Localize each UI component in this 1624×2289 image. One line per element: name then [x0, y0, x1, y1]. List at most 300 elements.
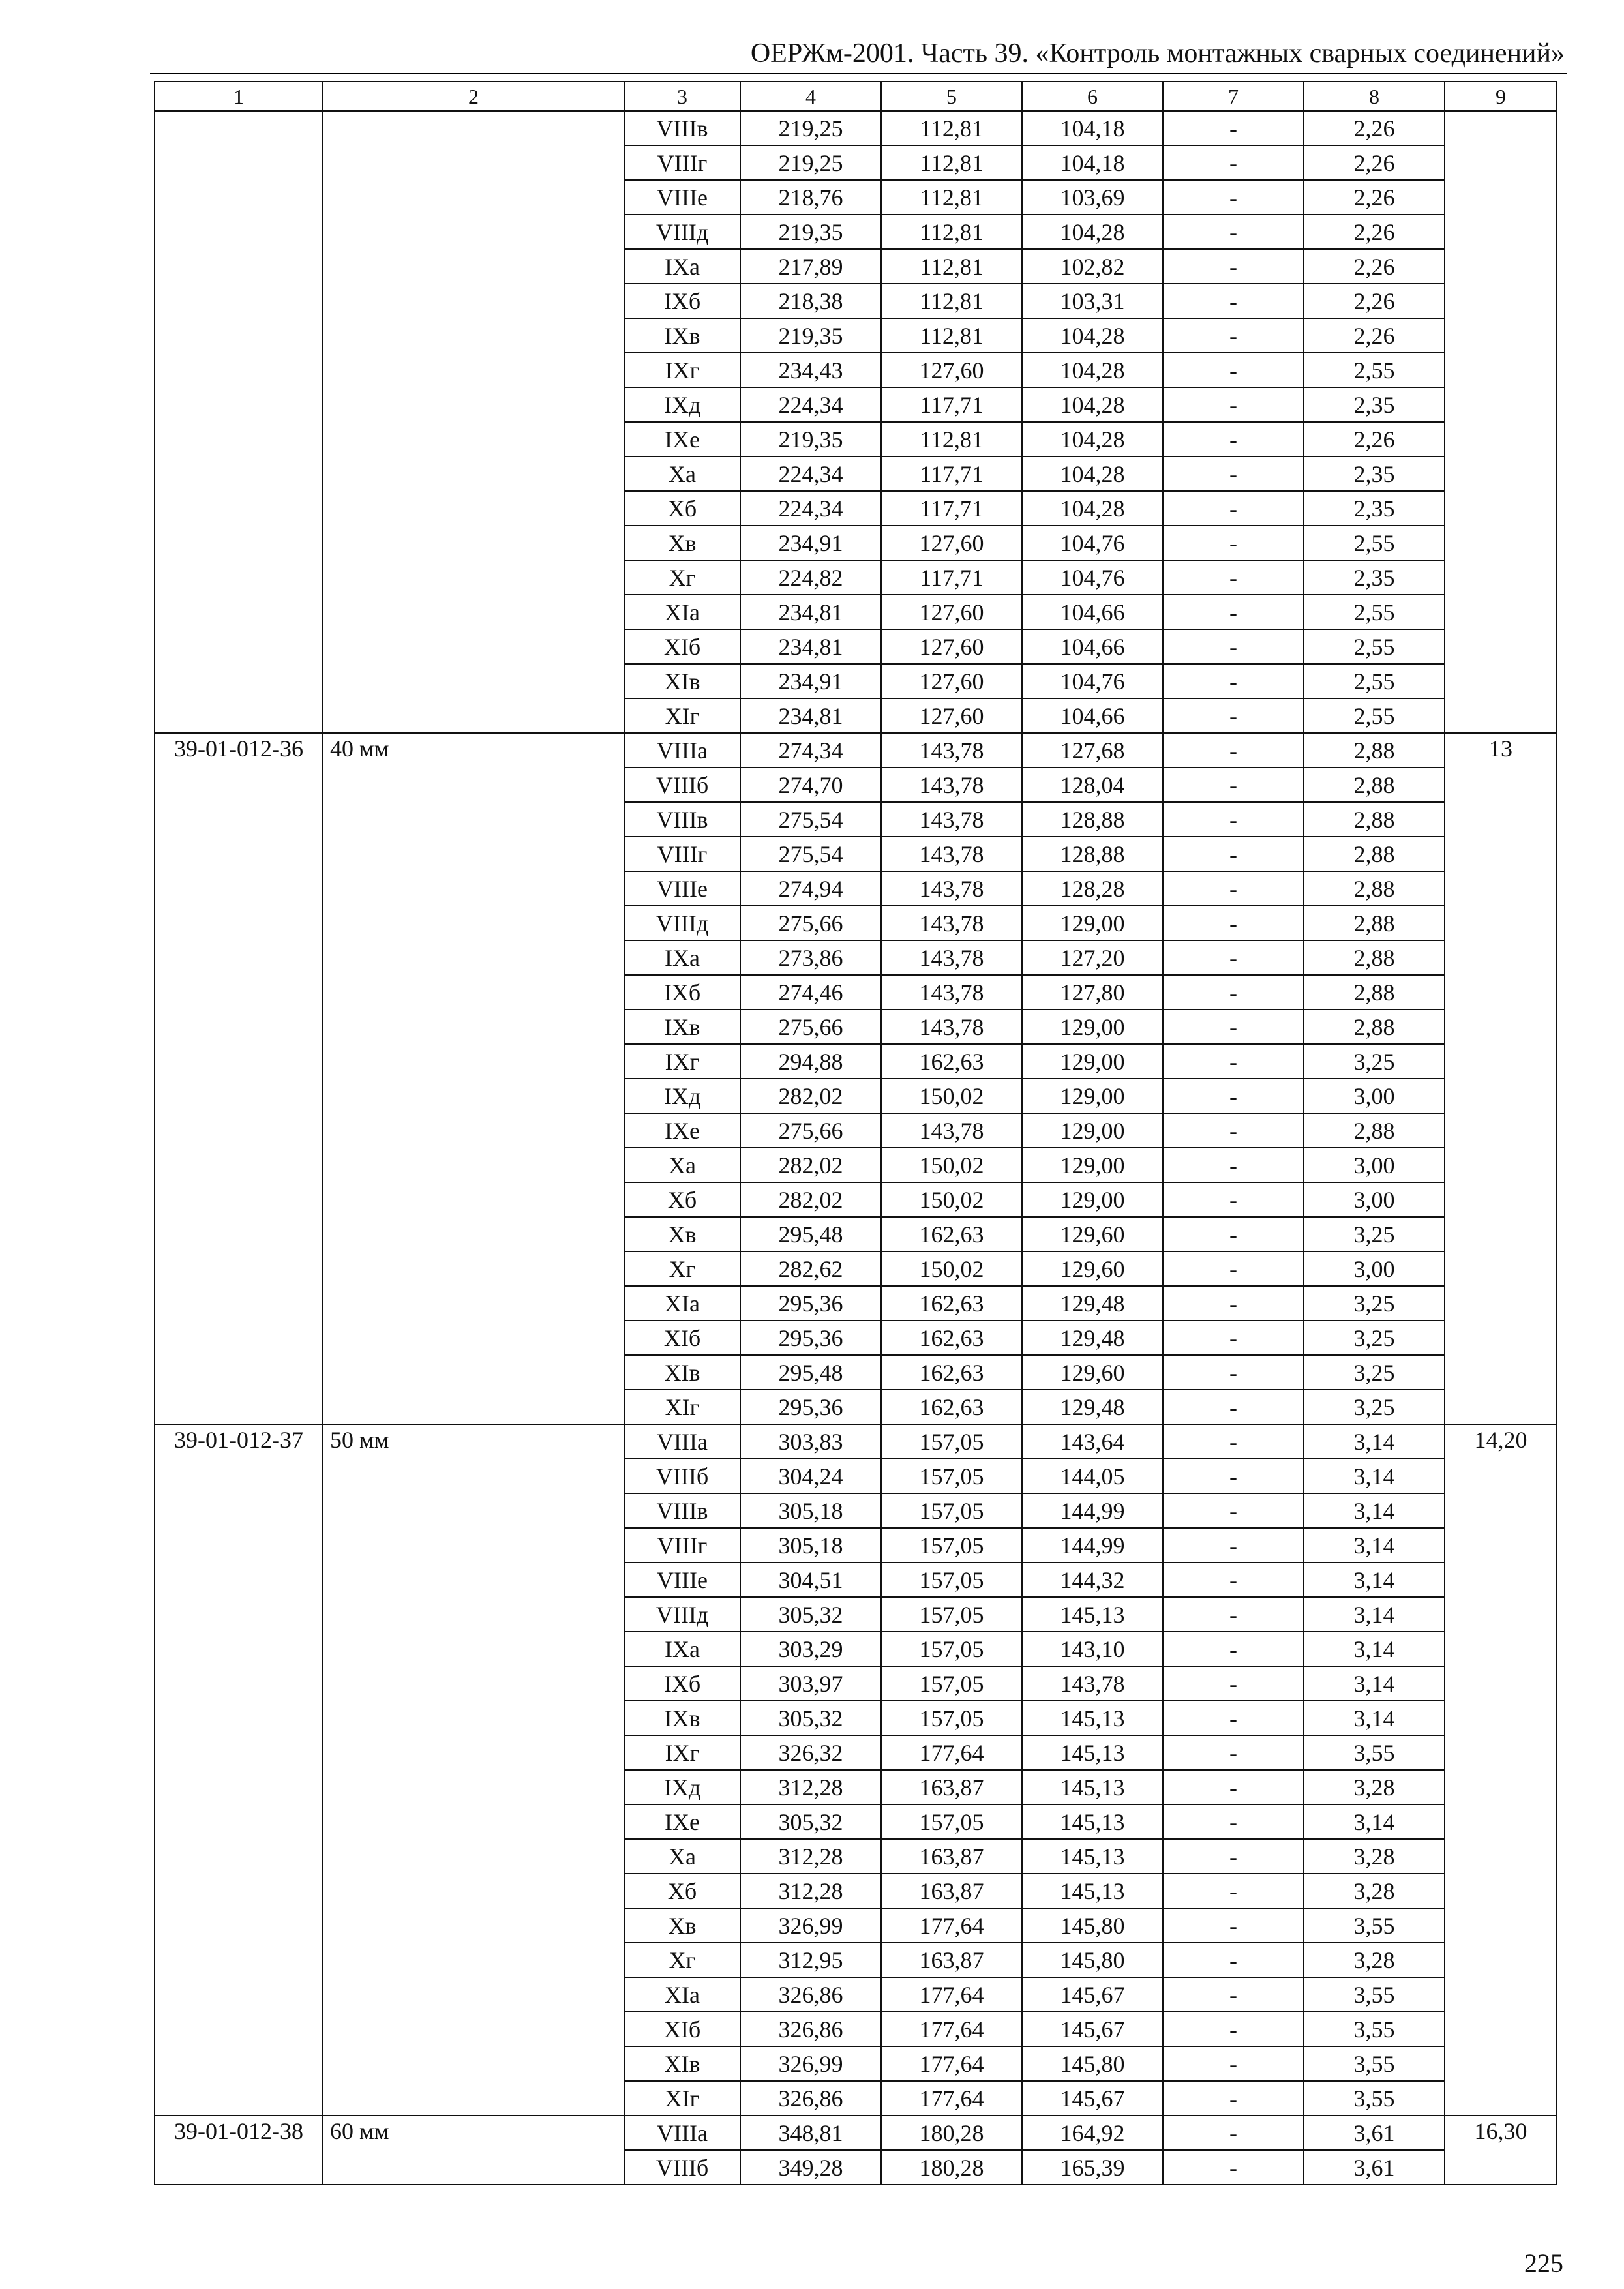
column-header: 3 — [624, 82, 740, 111]
machine-cell: 145,80 — [1022, 2046, 1163, 2081]
driver-wage-cell: - — [1163, 1286, 1304, 1321]
labour-cell: 3,28 — [1304, 1839, 1445, 1874]
table-row — [155, 2116, 1557, 2150]
cost-cell: 305,18 — [740, 1528, 881, 1563]
driver-wage-cell: - — [1163, 1113, 1304, 1148]
labour-cell: 3,55 — [1304, 2046, 1445, 2081]
cost-cell: 294,88 — [740, 1044, 881, 1079]
category-cell: Xа — [624, 456, 740, 491]
driver-wage-cell: - — [1163, 629, 1304, 664]
cost-cell: 219,25 — [740, 145, 881, 180]
wage-cell: 150,02 — [881, 1182, 1022, 1217]
labour-cell: 3,14 — [1304, 1459, 1445, 1493]
cost-cell: 304,51 — [740, 1563, 881, 1597]
wage-cell: 180,28 — [881, 2116, 1022, 2150]
cost-cell: 275,66 — [740, 1113, 881, 1148]
column-header: 4 — [740, 82, 881, 111]
labour-cell: 2,88 — [1304, 1113, 1445, 1148]
wage-cell: 157,05 — [881, 1528, 1022, 1563]
machine-cell: 144,99 — [1022, 1493, 1163, 1528]
machine-cell: 144,05 — [1022, 1459, 1163, 1493]
driver-wage-cell: - — [1163, 1770, 1304, 1804]
cost-cell: 234,91 — [740, 664, 881, 698]
labour-cell: 3,14 — [1304, 1804, 1445, 1839]
wage-cell: 177,64 — [881, 2046, 1022, 2081]
cost-cell: 224,34 — [740, 456, 881, 491]
machine-cell: 104,76 — [1022, 526, 1163, 560]
driver-wage-cell: - — [1163, 940, 1304, 975]
wage-cell: 143,78 — [881, 733, 1022, 768]
cost-cell: 312,95 — [740, 1943, 881, 1977]
machine-cell: 128,28 — [1022, 871, 1163, 906]
category-cell: IXд — [624, 387, 740, 422]
machine-cell: 104,66 — [1022, 698, 1163, 733]
driver-wage-cell: - — [1163, 1493, 1304, 1528]
labour-cell: 2,35 — [1304, 456, 1445, 491]
machine-cell: 102,82 — [1022, 249, 1163, 284]
wage-cell: 163,87 — [881, 1839, 1022, 1874]
machine-cell: 143,10 — [1022, 1632, 1163, 1666]
labour-cell: 3,14 — [1304, 1493, 1445, 1528]
cost-cell: 295,48 — [740, 1355, 881, 1390]
labour-cell: 2,35 — [1304, 387, 1445, 422]
machine-cell: 165,39 — [1022, 2150, 1163, 2185]
cost-cell: 326,32 — [740, 1735, 881, 1770]
category-cell: XIг — [624, 1390, 740, 1424]
page-number: 225 — [1524, 2249, 1563, 2278]
cost-cell: 275,66 — [740, 906, 881, 940]
name-cell: 40 мм — [323, 733, 624, 1424]
labour-cell: 2,55 — [1304, 664, 1445, 698]
cost-cell: 303,29 — [740, 1632, 881, 1666]
driver-wage-cell: - — [1163, 1563, 1304, 1597]
cost-cell: 275,54 — [740, 837, 881, 871]
cost-cell: 282,02 — [740, 1182, 881, 1217]
wage-cell: 112,81 — [881, 249, 1022, 284]
machine-cell: 145,13 — [1022, 1770, 1163, 1804]
labour-cell: 3,61 — [1304, 2116, 1445, 2150]
machine-cell: 129,48 — [1022, 1390, 1163, 1424]
category-cell: VIIIб — [624, 768, 740, 802]
wage-cell: 112,81 — [881, 422, 1022, 456]
wage-cell: 143,78 — [881, 906, 1022, 940]
driver-wage-cell: - — [1163, 1874, 1304, 1908]
category-cell: XIа — [624, 595, 740, 629]
driver-wage-cell: - — [1163, 768, 1304, 802]
labour-cell: 3,00 — [1304, 1251, 1445, 1286]
category-cell: IXг — [624, 353, 740, 387]
driver-wage-cell: - — [1163, 1044, 1304, 1079]
machine-cell: 129,60 — [1022, 1217, 1163, 1251]
driver-wage-cell: - — [1163, 1943, 1304, 1977]
wage-cell: 162,63 — [881, 1355, 1022, 1390]
category-cell: XIг — [624, 698, 740, 733]
wage-cell: 127,60 — [881, 353, 1022, 387]
labour-cell: 2,55 — [1304, 698, 1445, 733]
driver-wage-cell: - — [1163, 215, 1304, 249]
machine-cell: 104,76 — [1022, 560, 1163, 595]
cost-cell: 218,38 — [740, 284, 881, 318]
wage-cell: 157,05 — [881, 1701, 1022, 1735]
labour-cell: 3,55 — [1304, 1908, 1445, 1943]
wage-cell: 143,78 — [881, 871, 1022, 906]
category-cell: VIIIг — [624, 1528, 740, 1563]
cost-cell: 305,32 — [740, 1597, 881, 1632]
category-cell: XIв — [624, 664, 740, 698]
name-cell: 60 мм — [323, 2116, 624, 2185]
cost-cell: 224,34 — [740, 491, 881, 526]
category-cell: IXб — [624, 975, 740, 1010]
machine-cell: 129,00 — [1022, 1148, 1163, 1182]
labour-cell: 3,61 — [1304, 2150, 1445, 2185]
labour-cell: 3,00 — [1304, 1148, 1445, 1182]
machine-cell: 145,13 — [1022, 1839, 1163, 1874]
category-cell: VIIIа — [624, 2116, 740, 2150]
category-cell: XIа — [624, 1977, 740, 2012]
cost-cell: 217,89 — [740, 249, 881, 284]
column-number-row — [155, 82, 1557, 111]
wage-cell: 117,71 — [881, 491, 1022, 526]
driver-wage-cell: - — [1163, 111, 1304, 145]
category-cell: VIIIв — [624, 111, 740, 145]
driver-wage-cell: - — [1163, 1148, 1304, 1182]
wage-cell: 117,71 — [881, 387, 1022, 422]
cost-cell: 326,86 — [740, 2012, 881, 2046]
cost-cell: 295,36 — [740, 1321, 881, 1355]
category-cell: IXв — [624, 318, 740, 353]
driver-wage-cell: - — [1163, 733, 1304, 768]
labour-cell: 3,14 — [1304, 1632, 1445, 1666]
driver-wage-cell: - — [1163, 1217, 1304, 1251]
category-cell: XIг — [624, 2081, 740, 2116]
wage-cell: 177,64 — [881, 1908, 1022, 1943]
machine-cell: 129,00 — [1022, 1010, 1163, 1044]
labour-cell: 2,88 — [1304, 1010, 1445, 1044]
cost-cell: 326,99 — [740, 1908, 881, 1943]
wage-cell: 143,78 — [881, 768, 1022, 802]
machine-cell: 104,28 — [1022, 422, 1163, 456]
running-header: ОЕРЖм-2001. Часть 39. «Контроль монтажных сварных соединений» — [750, 38, 1565, 68]
driver-wage-cell: - — [1163, 1701, 1304, 1735]
driver-wage-cell: - — [1163, 1528, 1304, 1563]
category-cell: VIIIе — [624, 871, 740, 906]
wage-cell: 157,05 — [881, 1632, 1022, 1666]
cost-cell: 218,76 — [740, 180, 881, 215]
cost-cell: 312,28 — [740, 1770, 881, 1804]
labour-cell: 2,88 — [1304, 871, 1445, 906]
cost-cell: 275,54 — [740, 802, 881, 837]
category-cell: VIIIа — [624, 1424, 740, 1459]
labour-cell: 2,88 — [1304, 837, 1445, 871]
cost-cell: 234,81 — [740, 698, 881, 733]
category-cell: XIа — [624, 1286, 740, 1321]
cost-cell: 305,32 — [740, 1804, 881, 1839]
labour-cell: 2,26 — [1304, 422, 1445, 456]
code-cell: 39-01-012-36 — [155, 733, 323, 1424]
driver-wage-cell: - — [1163, 595, 1304, 629]
labour-cell: 3,55 — [1304, 1735, 1445, 1770]
labour-cell: 3,00 — [1304, 1079, 1445, 1113]
category-cell: VIIIг — [624, 145, 740, 180]
labour-cell: 3,55 — [1304, 2012, 1445, 2046]
wage-cell: 150,02 — [881, 1148, 1022, 1182]
category-cell: IXа — [624, 1632, 740, 1666]
cost-cell: 274,46 — [740, 975, 881, 1010]
column-header: 1 — [155, 82, 323, 111]
machine-cell: 104,18 — [1022, 111, 1163, 145]
category-cell: IXг — [624, 1735, 740, 1770]
cost-cell: 295,36 — [740, 1390, 881, 1424]
wage-cell: 180,28 — [881, 2150, 1022, 2185]
machine-cell: 143,64 — [1022, 1424, 1163, 1459]
column-header: 7 — [1163, 82, 1304, 111]
driver-wage-cell: - — [1163, 2012, 1304, 2046]
category-cell: IXа — [624, 249, 740, 284]
labour-cell: 2,26 — [1304, 180, 1445, 215]
cost-cell: 274,94 — [740, 871, 881, 906]
machine-cell: 145,13 — [1022, 1874, 1163, 1908]
category-cell: XIб — [624, 1321, 740, 1355]
labour-cell: 3,28 — [1304, 1943, 1445, 1977]
wage-cell: 143,78 — [881, 802, 1022, 837]
category-cell: VIIIд — [624, 1597, 740, 1632]
cost-cell: 312,28 — [740, 1874, 881, 1908]
category-cell: Xг — [624, 1251, 740, 1286]
category-cell: Xв — [624, 1908, 740, 1943]
category-cell: IXд — [624, 1079, 740, 1113]
wage-cell: 162,63 — [881, 1390, 1022, 1424]
wage-cell: 127,60 — [881, 664, 1022, 698]
labour-cell: 2,88 — [1304, 768, 1445, 802]
machine-cell: 145,13 — [1022, 1804, 1163, 1839]
category-cell: IXа — [624, 940, 740, 975]
cost-cell: 326,99 — [740, 2046, 881, 2081]
wage-cell: 177,64 — [881, 2081, 1022, 2116]
driver-wage-cell: - — [1163, 1321, 1304, 1355]
cost-cell: 234,81 — [740, 595, 881, 629]
labour-cell: 2,35 — [1304, 491, 1445, 526]
driver-wage-cell: - — [1163, 1251, 1304, 1286]
driver-wage-cell: - — [1163, 180, 1304, 215]
driver-wage-cell: - — [1163, 837, 1304, 871]
labour-cell: 3,25 — [1304, 1217, 1445, 1251]
wage-cell: 177,64 — [881, 2012, 1022, 2046]
driver-wage-cell: - — [1163, 1977, 1304, 2012]
labour-cell: 3,25 — [1304, 1321, 1445, 1355]
category-cell: IXб — [624, 284, 740, 318]
machine-cell: 104,28 — [1022, 387, 1163, 422]
labour-cell: 2,26 — [1304, 145, 1445, 180]
category-cell: Xг — [624, 1943, 740, 1977]
table-body — [155, 111, 1557, 2185]
labour-cell: 3,14 — [1304, 1597, 1445, 1632]
labour-cell: 2,88 — [1304, 733, 1445, 768]
cost-cell: 234,43 — [740, 353, 881, 387]
machine-cell: 128,04 — [1022, 768, 1163, 802]
labour-cell: 2,88 — [1304, 802, 1445, 837]
code-cell — [155, 111, 323, 733]
driver-wage-cell: - — [1163, 1424, 1304, 1459]
driver-wage-cell: - — [1163, 1735, 1304, 1770]
machine-cell: 129,00 — [1022, 1182, 1163, 1217]
column-header: 8 — [1304, 82, 1445, 111]
cost-cell: 219,35 — [740, 215, 881, 249]
name-cell: 50 мм — [323, 1424, 624, 2116]
category-cell: IXе — [624, 422, 740, 456]
wage-cell: 162,63 — [881, 1044, 1022, 1079]
wage-cell: 157,05 — [881, 1424, 1022, 1459]
cost-cell: 295,48 — [740, 1217, 881, 1251]
driver-wage-cell: - — [1163, 353, 1304, 387]
table-row — [155, 733, 1557, 768]
wage-cell: 112,81 — [881, 215, 1022, 249]
machine-cell: 104,18 — [1022, 145, 1163, 180]
machine-cell: 104,76 — [1022, 664, 1163, 698]
cost-cell: 282,62 — [740, 1251, 881, 1286]
code-cell: 39-01-012-38 — [155, 2116, 323, 2185]
column-header: 9 — [1445, 82, 1557, 111]
labour-cell: 3,14 — [1304, 1701, 1445, 1735]
cost-cell: 326,86 — [740, 1977, 881, 2012]
category-cell: Xа — [624, 1148, 740, 1182]
category-cell: VIIIб — [624, 2150, 740, 2185]
table-row — [155, 1424, 1557, 1459]
cost-cell: 224,82 — [740, 560, 881, 595]
cost-cell: 349,28 — [740, 2150, 881, 2185]
driver-wage-cell: - — [1163, 1079, 1304, 1113]
machine-cell: 144,99 — [1022, 1528, 1163, 1563]
reference-cell: 16,30 — [1445, 2116, 1557, 2185]
machine-cell: 129,48 — [1022, 1321, 1163, 1355]
cost-cell: 305,32 — [740, 1701, 881, 1735]
category-cell: IXе — [624, 1113, 740, 1148]
driver-wage-cell: - — [1163, 698, 1304, 733]
machine-cell: 164,92 — [1022, 2116, 1163, 2150]
wage-cell: 157,05 — [881, 1563, 1022, 1597]
machine-cell: 127,68 — [1022, 733, 1163, 768]
wage-cell: 112,81 — [881, 145, 1022, 180]
cost-cell: 295,36 — [740, 1286, 881, 1321]
category-cell: IXб — [624, 1666, 740, 1701]
wage-cell: 143,78 — [881, 975, 1022, 1010]
driver-wage-cell: - — [1163, 871, 1304, 906]
labour-cell: 3,28 — [1304, 1770, 1445, 1804]
cost-cell: 312,28 — [740, 1839, 881, 1874]
category-cell: IXв — [624, 1010, 740, 1044]
labour-cell: 2,26 — [1304, 111, 1445, 145]
machine-cell: 104,28 — [1022, 491, 1163, 526]
labour-cell: 3,55 — [1304, 1977, 1445, 2012]
category-cell: VIIIг — [624, 837, 740, 871]
wage-cell: 127,60 — [881, 629, 1022, 664]
wage-cell: 163,87 — [881, 1943, 1022, 1977]
cost-cell: 326,86 — [740, 2081, 881, 2116]
wage-cell: 112,81 — [881, 111, 1022, 145]
category-cell: VIIIе — [624, 1563, 740, 1597]
machine-cell: 144,32 — [1022, 1563, 1163, 1597]
machine-cell: 145,80 — [1022, 1908, 1163, 1943]
category-cell: VIIIб — [624, 1459, 740, 1493]
machine-cell: 129,60 — [1022, 1251, 1163, 1286]
cost-cell: 282,02 — [740, 1079, 881, 1113]
cost-cell: 348,81 — [740, 2116, 881, 2150]
category-cell: XIб — [624, 629, 740, 664]
wage-cell: 163,87 — [881, 1874, 1022, 1908]
driver-wage-cell: - — [1163, 2116, 1304, 2150]
machine-cell: 145,67 — [1022, 2081, 1163, 2116]
category-cell: XIб — [624, 2012, 740, 2046]
driver-wage-cell: - — [1163, 1390, 1304, 1424]
labour-cell: 3,14 — [1304, 1424, 1445, 1459]
driver-wage-cell: - — [1163, 456, 1304, 491]
labour-cell: 2,26 — [1304, 215, 1445, 249]
wage-cell: 163,87 — [881, 1770, 1022, 1804]
driver-wage-cell: - — [1163, 2150, 1304, 2185]
wage-cell: 157,05 — [881, 1804, 1022, 1839]
wage-cell: 157,05 — [881, 1459, 1022, 1493]
cost-cell: 273,86 — [740, 940, 881, 975]
machine-cell: 129,60 — [1022, 1355, 1163, 1390]
category-cell: VIIIд — [624, 215, 740, 249]
code-cell: 39-01-012-37 — [155, 1424, 323, 2116]
labour-cell: 2,26 — [1304, 318, 1445, 353]
labour-cell: 2,88 — [1304, 940, 1445, 975]
machine-cell: 145,13 — [1022, 1701, 1163, 1735]
machine-cell: 129,00 — [1022, 1044, 1163, 1079]
labour-cell: 3,55 — [1304, 2081, 1445, 2116]
cost-cell: 234,91 — [740, 526, 881, 560]
column-header: 2 — [323, 82, 624, 111]
machine-cell: 104,28 — [1022, 215, 1163, 249]
driver-wage-cell: - — [1163, 1839, 1304, 1874]
wage-cell: 117,71 — [881, 560, 1022, 595]
category-cell: Xб — [624, 1874, 740, 1908]
category-cell: Xв — [624, 1217, 740, 1251]
wage-cell: 162,63 — [881, 1321, 1022, 1355]
driver-wage-cell: - — [1163, 318, 1304, 353]
cost-cell: 219,35 — [740, 422, 881, 456]
category-cell: Xг — [624, 560, 740, 595]
cost-cell: 304,24 — [740, 1459, 881, 1493]
machine-cell: 104,66 — [1022, 629, 1163, 664]
machine-cell: 145,13 — [1022, 1735, 1163, 1770]
driver-wage-cell: - — [1163, 387, 1304, 422]
labour-cell: 2,26 — [1304, 249, 1445, 284]
labour-cell: 3,25 — [1304, 1044, 1445, 1079]
category-cell: Xв — [624, 526, 740, 560]
cost-cell: 303,83 — [740, 1424, 881, 1459]
machine-cell: 128,88 — [1022, 802, 1163, 837]
wage-cell: 157,05 — [881, 1597, 1022, 1632]
cost-cell: 303,97 — [740, 1666, 881, 1701]
machine-cell: 104,28 — [1022, 456, 1163, 491]
wage-cell: 112,81 — [881, 284, 1022, 318]
labour-cell: 3,25 — [1304, 1355, 1445, 1390]
driver-wage-cell: - — [1163, 1908, 1304, 1943]
category-cell: VIIIе — [624, 180, 740, 215]
driver-wage-cell: - — [1163, 491, 1304, 526]
machine-cell: 129,00 — [1022, 1113, 1163, 1148]
category-cell: IXд — [624, 1770, 740, 1804]
wage-cell: 127,60 — [881, 698, 1022, 733]
reference-cell: 14,20 — [1445, 1424, 1557, 2116]
category-cell: VIIIд — [624, 906, 740, 940]
labour-cell: 2,55 — [1304, 526, 1445, 560]
category-cell: Xб — [624, 491, 740, 526]
driver-wage-cell: - — [1163, 1666, 1304, 1701]
labour-cell: 3,28 — [1304, 1874, 1445, 1908]
machine-cell: 103,69 — [1022, 180, 1163, 215]
